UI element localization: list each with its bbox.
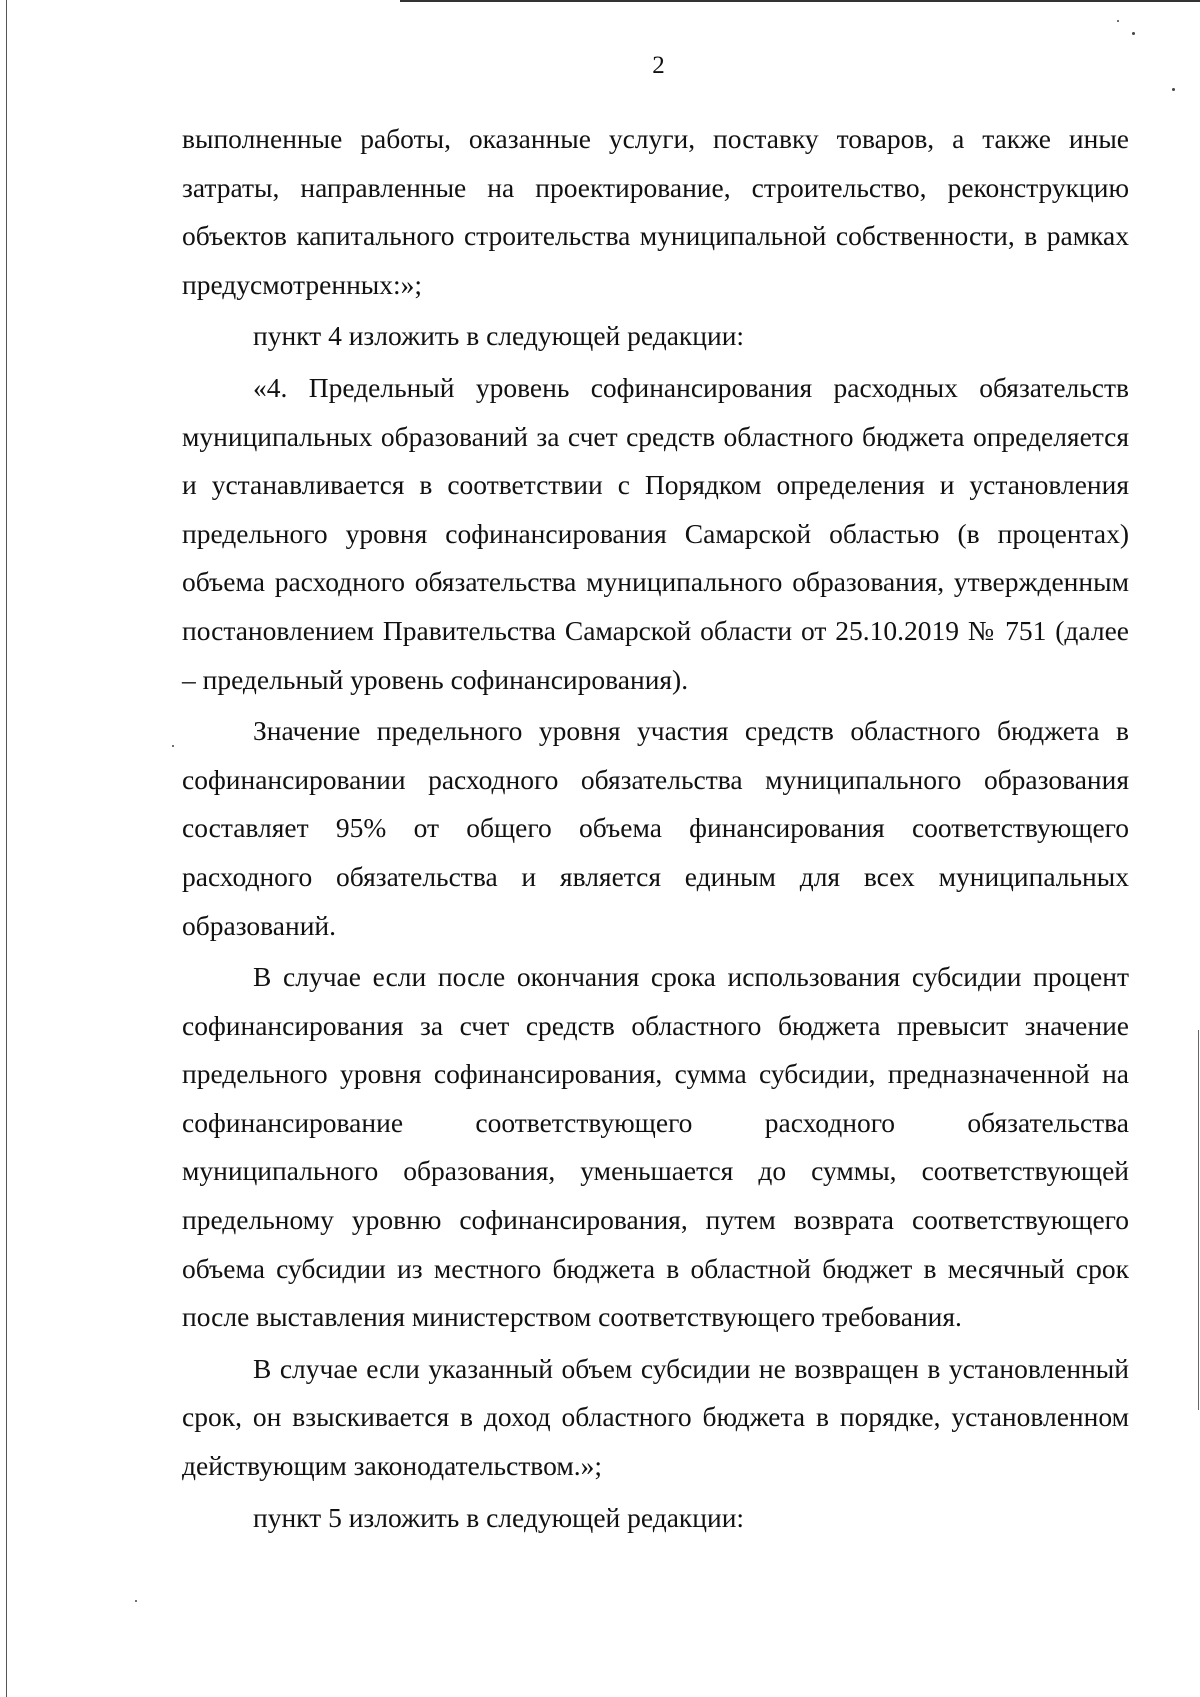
scan-speck (135, 1600, 137, 1602)
scan-speck (172, 745, 174, 747)
document-body (182, 115, 1129, 1542)
scan-speck (1172, 88, 1175, 91)
paragraph: В случае если указанный объем субсидии не возвращен в установленный срок, он взыскивается в доход областного бюджета в порядке, установленном действующим законодательством.»; (182, 1352, 1129, 1482)
scan-speck (1132, 32, 1135, 35)
scan-edge-right (1198, 1030, 1199, 1410)
paragraph: В случае если после окончания срока использования субсидии процент софинансирования за счет средств областного бюджета превысит значение предельного уровня софинансирования, сумма субсидии, предназначенной на софинансирование соответствующего расходного обязательства муниципального образования, уменьшается до суммы, соответствующей предельному уровню софинансирования, путем возврата соответствующего объема субсидии из местного бюджета в областной бюджет в месячный срок после выставления министерством соответствующего требования. (182, 961, 1129, 1333)
paragraph: пункт 5 изложить в следующей редакции: (253, 1501, 745, 1533)
paragraph: пункт 4 изложить в следующей редакции: (253, 320, 745, 352)
scan-edge-left (6, 0, 7, 1697)
paragraph: Значение предельного уровня участия средств областного бюджета в софинансировании расходного обязательства муниципального образования составляет 95% от общего объема финансирования соответствующего расходного обязательства и является единым для всех муниципальных образований. (182, 715, 1129, 941)
page-number: 2 (652, 52, 665, 79)
paragraph: «4. Предельный уровень софинансирования расходных обязательств муниципальных образований за счет средств областного бюджета определяется и устанавливается в соответствии с Порядком определения и установления предельного уровня софинансирования Самарской областью (в процентах) объема расходного обязательства муниципального образования, утвержденным постановлением Правительства Самарской области от 25.10.2019 № 751 (далее – предельный уровень софинансирования). (182, 371, 1129, 695)
scan-edge-top (400, 0, 1200, 2)
paragraph: выполненные работы, оказанные услуги, поставку товаров, а также иные затраты, направленные на проектирование, строительство, реконструкцию объектов капитального строительства муниципальной собственности, в рамках предусмотренных:»; (182, 123, 1129, 300)
scan-speck (1117, 20, 1119, 22)
